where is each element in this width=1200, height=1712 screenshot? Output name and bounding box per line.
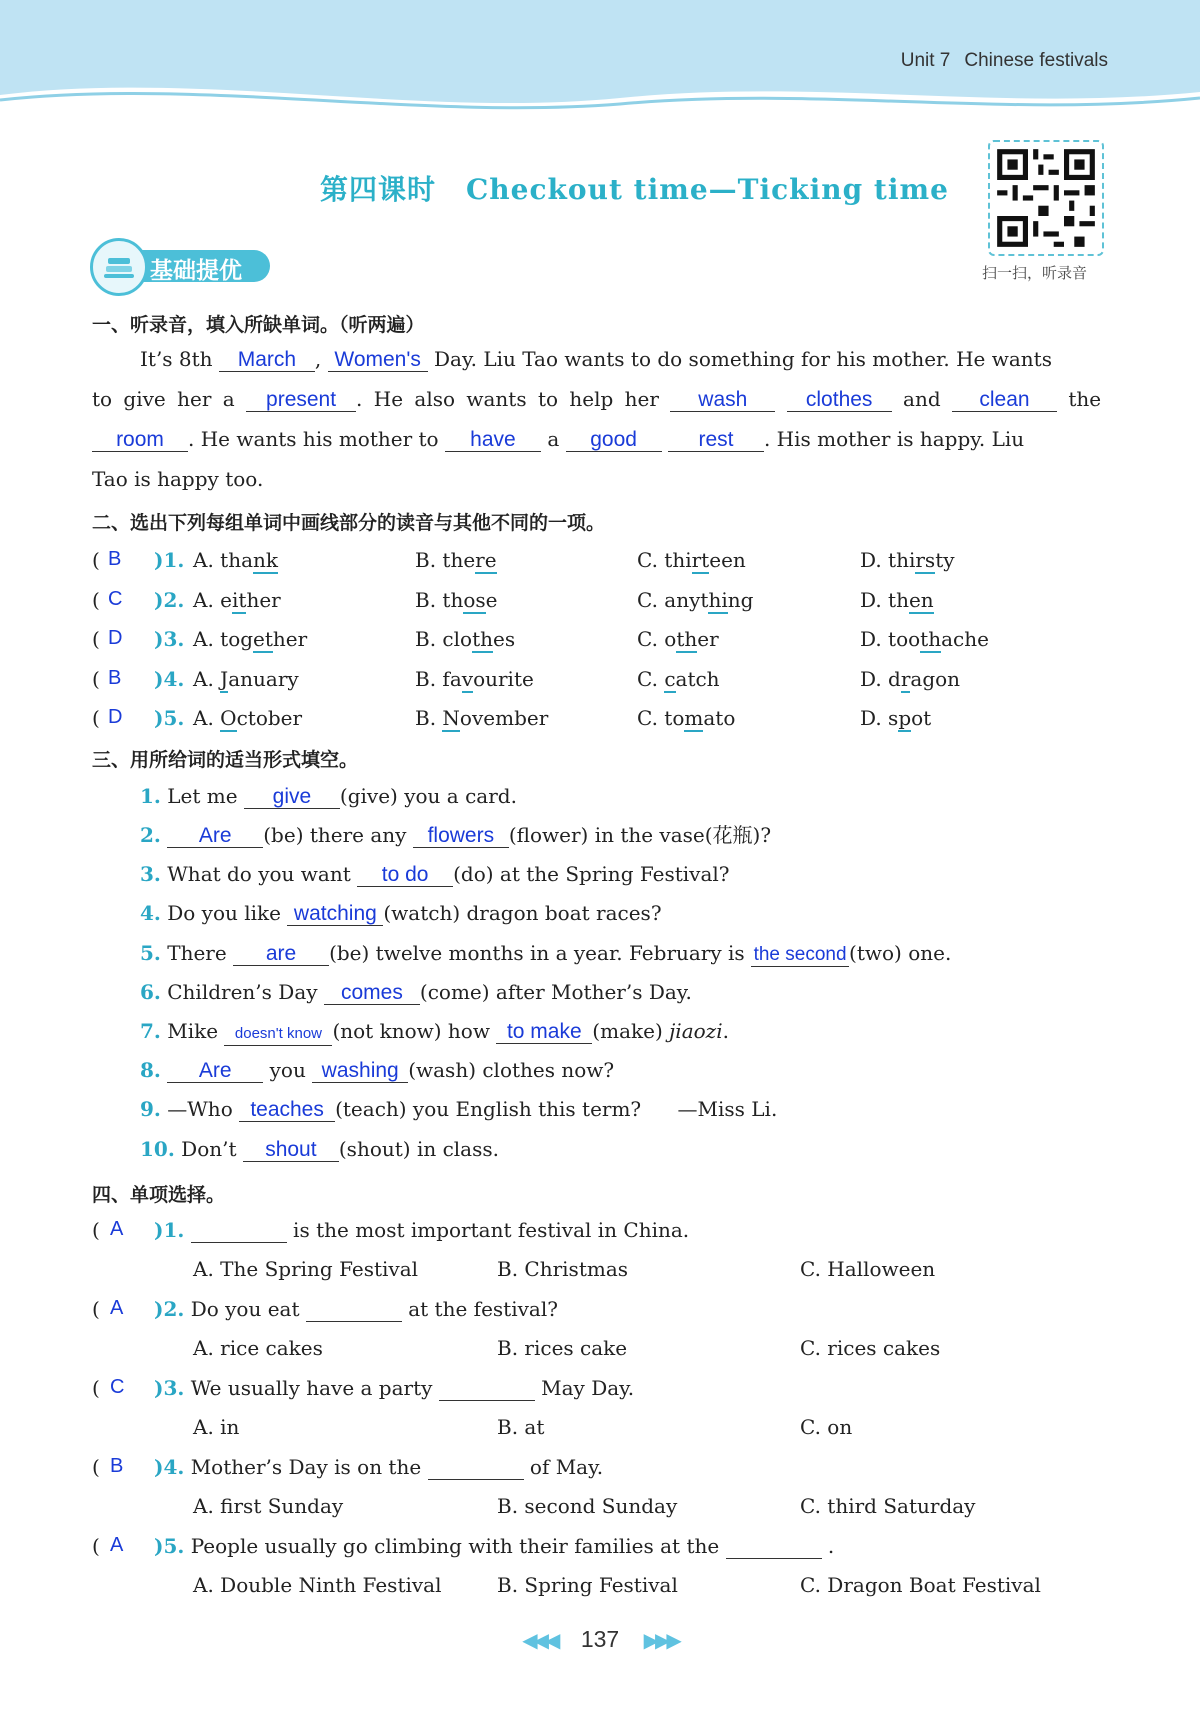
text: —Miss Li. (677, 1097, 778, 1121)
answer-blank[interactable]: to do (357, 864, 453, 887)
option-c: C. tomato (637, 706, 736, 730)
text: . He also wants to help her (356, 387, 659, 411)
option-c: C. on (800, 1415, 853, 1439)
answer-blank[interactable]: are (233, 943, 329, 966)
option-c: C. rices cakes (800, 1336, 941, 1360)
s3-q7 (140, 1019, 729, 1046)
question-stem: )4. Mother’s Day is on the of May. (154, 1455, 604, 1479)
answer-paren: ( (92, 627, 100, 651)
s3-q8 (140, 1058, 614, 1083)
text: (do) at the Spring Festival? (453, 862, 730, 886)
section-4-title: 四、单项选择。 (92, 1184, 226, 1206)
section-3-title: 三、用所给词的适当形式填空。 (92, 749, 359, 771)
text: Children’s Day (167, 980, 318, 1004)
answer-blank[interactable]: doesn't know (224, 1023, 332, 1046)
unit-topic: Chinese festivals (964, 50, 1108, 71)
question-stem: )1. is the most important festival in China. (154, 1218, 690, 1242)
option-d: D. thirsty (860, 548, 955, 572)
answer-choice[interactable]: D (108, 706, 123, 728)
text: you (269, 1058, 306, 1082)
question-stem: )5. People usually go climbing with their families at the . (154, 1534, 835, 1558)
qr-code[interactable] (988, 140, 1104, 256)
option-b: B. second Sunday (497, 1494, 678, 1518)
text: , (314, 347, 322, 371)
answer-paren: ( (92, 1218, 100, 1242)
text: (make) (592, 1019, 663, 1043)
header-band (0, 0, 1200, 115)
answer-paren: ( (92, 1297, 100, 1321)
answer-blank[interactable]: the second (751, 944, 849, 967)
right-arrows-icon: ▶▶▶ (643, 1630, 678, 1652)
option-b: B. favourite (415, 666, 534, 691)
section-2-title: 二、选出下列每组单词中画线部分的读音与其他不同的一项。 (92, 512, 606, 534)
answer-blank[interactable]: shout (243, 1139, 339, 1162)
s1-line-4: Tao is happy too. (92, 467, 264, 491)
option-a: A. rice cakes (193, 1336, 323, 1360)
option-c: C. Halloween (800, 1257, 936, 1281)
question-stem: )3. We usually have a party May Day. (154, 1376, 635, 1400)
unit-label (901, 50, 1122, 72)
text: (come) after Mother’s Day. (419, 980, 692, 1004)
question-number: 6. (140, 980, 161, 1004)
answer-blank[interactable]: room (92, 429, 188, 452)
question-number: )3. (154, 627, 185, 651)
answer-paren: ( (92, 706, 100, 730)
answer-blank[interactable]: clean (952, 389, 1057, 412)
page-number (0, 1626, 1200, 1653)
option-c: C. third Saturday (800, 1494, 976, 1518)
left-arrows-icon: ◀◀◀ (522, 1630, 557, 1652)
option-b: B. there (415, 548, 497, 572)
option-d: D. toothache (860, 627, 989, 651)
answer-paren: ( (92, 666, 100, 691)
option-b: B. clothes (415, 627, 516, 651)
option-a: A. thank (193, 548, 278, 572)
answer-blank[interactable] (191, 1220, 287, 1243)
text: (teach) you English this term? (335, 1097, 642, 1121)
answer-blank[interactable]: flowers (413, 825, 509, 848)
s3-q3 (140, 862, 730, 887)
page-number-value: 137 (580, 1626, 620, 1652)
option-b: B. rices cake (497, 1336, 628, 1360)
s3-q9 (140, 1097, 777, 1122)
text: . He wants his mother to (188, 427, 439, 451)
question-number: 5. (140, 941, 161, 965)
text: Don’t (181, 1137, 237, 1161)
text: (be) twelve months in a year. February is (329, 941, 745, 965)
question-number: )1. (154, 548, 185, 572)
question-number: 7. (140, 1019, 161, 1043)
unit-number: Unit 7 (900, 50, 951, 71)
answer-blank[interactable]: present (246, 389, 356, 412)
option-a: A. Double Ninth Festival (193, 1573, 442, 1597)
text: Mike (167, 1019, 219, 1043)
answer-blank[interactable]: give (244, 786, 340, 809)
text: the (1068, 387, 1102, 411)
question-number: 8. (140, 1058, 161, 1082)
answer-blank[interactable]: clothes (787, 389, 892, 412)
answer-choice[interactable]: A (110, 1297, 124, 1319)
text: Day. Liu Tao wants to do something for his mother. He wants (434, 347, 1052, 371)
badge-icon (90, 238, 148, 296)
lesson-title-en: Checkout time—Ticking time (466, 173, 949, 206)
section-badge (90, 238, 278, 292)
option-b: B. Spring Festival (497, 1573, 678, 1597)
text: (wash) clothes now? (408, 1058, 615, 1082)
answer-blank[interactable]: rest (668, 429, 764, 452)
option-b: B. those (415, 587, 498, 612)
answer-blank[interactable]: to make (496, 1021, 592, 1044)
answer-blank[interactable] (726, 1536, 822, 1559)
text: (two) one. (849, 941, 952, 965)
s3-q2 (140, 823, 771, 848)
text: It’s 8th (140, 347, 213, 371)
question-number: 3. (140, 862, 161, 886)
lesson-title (320, 168, 949, 208)
answer-paren: ( (92, 548, 100, 572)
answer-blank[interactable]: comes (324, 982, 420, 1005)
answer-choice[interactable]: A (110, 1218, 124, 1240)
answer-choice[interactable]: B (110, 1455, 124, 1477)
answer-paren: ( (92, 1534, 100, 1558)
question-number: 4. (140, 901, 161, 925)
option-c: C. other (637, 627, 719, 651)
option-b: B. at (497, 1415, 545, 1439)
answer-blank[interactable]: Are (167, 825, 263, 848)
answer-paren: ( (92, 1376, 100, 1400)
section-1-title: 一、听录音，填入所缺单词。（听两遍） (92, 314, 425, 336)
answer-blank[interactable]: Are (167, 1060, 263, 1083)
s3-q6 (140, 980, 692, 1005)
option-a: A. first Sunday (193, 1494, 344, 1518)
s1-line-2 (92, 387, 1101, 412)
qr-caption: 扫一扫，听录音 (982, 264, 1088, 282)
option-a: A. either (193, 587, 281, 612)
text: (be) there any (263, 823, 407, 847)
book-icon (96, 244, 142, 290)
s1-line-1 (140, 347, 1052, 372)
answer-choice[interactable]: D (108, 627, 123, 649)
question-number: 10. (140, 1137, 175, 1161)
s3-q1 (140, 784, 517, 809)
option-d: D. spot (860, 706, 932, 730)
s1-line-3 (92, 427, 1024, 452)
s3-q4 (140, 901, 662, 926)
question-number: 9. (140, 1097, 161, 1121)
text: a (547, 427, 560, 451)
text: (watch) dragon boat races? (383, 901, 662, 925)
text: and (903, 387, 941, 411)
answer-blank[interactable]: washing (312, 1060, 408, 1083)
s3-q10 (140, 1137, 499, 1162)
s3-q5 (140, 941, 951, 967)
question-number: )2. (154, 587, 185, 612)
text: What do you want (167, 862, 351, 886)
option-a: A. January (193, 666, 299, 691)
answer-paren: ( (92, 1455, 100, 1479)
answer-choice[interactable]: B (108, 548, 122, 570)
text: (shout) in class. (338, 1137, 499, 1161)
text-italic: jiaozi (669, 1019, 723, 1043)
answer-blank[interactable]: teaches (239, 1099, 335, 1122)
option-a: A. October (193, 706, 303, 730)
question-stem: )2. Do you eat at the festival? (154, 1297, 558, 1321)
option-c: C. catch (637, 666, 720, 691)
text: (flower) in the vase(花瓶)? (508, 823, 772, 847)
option-a: A. together (193, 627, 308, 651)
text: . (722, 1019, 729, 1043)
answer-blank[interactable] (306, 1299, 402, 1322)
text: There (167, 941, 227, 965)
option-c: C. anything (637, 587, 754, 612)
option-d: D. dragon (860, 666, 961, 691)
text: to give her a (92, 387, 235, 411)
text: (give) you a card. (339, 784, 517, 808)
text: (not know) how (332, 1019, 490, 1043)
lesson-title-cn: 第四课时 (320, 173, 437, 206)
answer-choice[interactable]: C (108, 587, 123, 610)
option-d: D. then (860, 587, 934, 612)
question-number: )5. (154, 706, 185, 730)
badge-label: 基础提优 (150, 258, 242, 284)
answer-choice[interactable]: A (110, 1534, 124, 1556)
question-number: 1. (140, 784, 161, 808)
answer-paren: ( (92, 587, 100, 612)
answer-blank[interactable]: wash (670, 389, 775, 412)
answer-blank[interactable] (428, 1457, 524, 1480)
text: Do you like (167, 901, 282, 925)
question-number: 2. (140, 823, 161, 847)
answer-blank[interactable] (439, 1378, 535, 1401)
text: —Who (167, 1097, 233, 1121)
answer-choice[interactable]: B (108, 666, 122, 689)
answer-blank[interactable]: March (219, 349, 315, 372)
option-c: C. thirteen (637, 548, 746, 572)
answer-blank[interactable]: Women's (328, 349, 428, 372)
text: Let me (167, 784, 238, 808)
qr-code-image (992, 144, 1100, 252)
question-number: )4. (154, 666, 185, 691)
option-c: C. Dragon Boat Festival (800, 1573, 1041, 1597)
answer-blank[interactable]: have (445, 429, 541, 452)
answer-choice[interactable]: C (110, 1376, 125, 1398)
option-b: B. November (415, 706, 549, 730)
option-b: B. Christmas (497, 1257, 629, 1281)
option-a: A. The Spring Festival (193, 1257, 419, 1281)
text: . His mother is happy. Liu (763, 427, 1025, 451)
answer-blank[interactable]: good (566, 429, 662, 452)
answer-blank[interactable]: watching (287, 903, 383, 926)
option-a: A. in (193, 1415, 240, 1439)
